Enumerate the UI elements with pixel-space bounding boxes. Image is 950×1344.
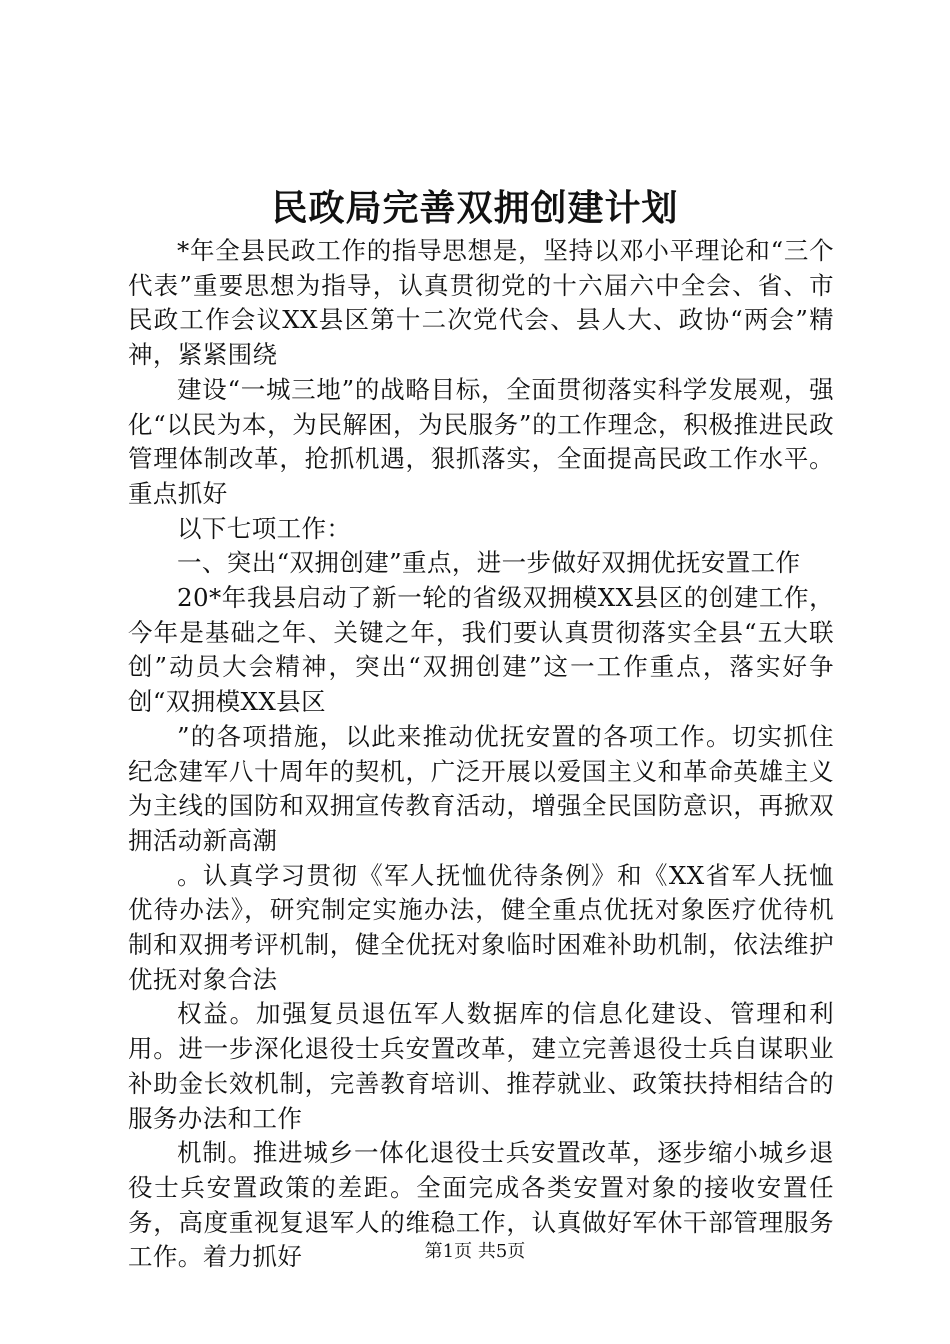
paragraph: 权益。加强复员退伍军人数据库的信息化建设、管理和利用。进一步深化退役士兵安置改革，建立完善退役士兵自谋职业补助金长效机制，完善教育培训、推荐就业、政策扶持相结合的服务办法和工作	[128, 999, 834, 1133]
paragraph: 建设“一城三地”的战略目标，全面贯彻落实科学发展观，强化“以民为本，为民解困，为民服务”的工作理念，积极推进民政管理体制改革，抢抓机遇，狠抓落实，全面提高民政工作水平。重点抓好	[128, 374, 834, 508]
paragraph: 20*年我县启动了新一轮的省级双拥模XX县区的创建工作，今年是基础之年、关键之年，我们要认真贯彻落实全县“五大联创”动员大会精神，突出“双拥创建”这一工作重点，落实好争创“双拥模XX县区	[128, 583, 834, 717]
document-title: 民政局完善双拥创建计划	[271, 187, 679, 229]
page-number-footer: 第1页 共5页	[424, 1241, 526, 1262]
paragraph: 机制。推进城乡一体化退役士兵安置改革，逐步缩小城乡退役士兵安置政策的差距。全面完成各类安置对象的接收安置任务，高度重视复退军人的维稳工作，认真做好军休干部管理服务工作。着力抓好	[128, 1138, 834, 1272]
paragraph: 以下七项工作：	[177, 513, 352, 543]
paragraph: *年全县民政工作的指导思想是，坚持以邓小平理论和“三个代表”重要思想为指导，认真贯彻党的十六届六中全会、省、市民政工作会议XX县区第十二次党代会、县人大、政协“两会”精神，紧紧围绕	[128, 236, 834, 370]
paragraph: 。认真学习贯彻《军人抚恤优待条例》和《XX省军人抚恤优待办法》，研究制定实施办法，健全重点优抚对象医疗优待机制和双拥考评机制，健全优抚对象临时困难补助机制，依法维护优抚对象合法	[128, 860, 834, 994]
paragraph: ”的各项措施，以此来推动优抚安置的各项工作。切实抓住纪念建军八十周年的契机，广泛开展以爱国主义和革命英雄主义为主线的国防和双拥宣传教育活动，增强全民国防意识，再掀双拥活动新高潮	[128, 721, 834, 855]
document-body	[128, 234, 834, 1275]
section-heading: 一、突出“双拥创建”重点，进一步做好双拥优抚安置工作	[177, 548, 801, 578]
